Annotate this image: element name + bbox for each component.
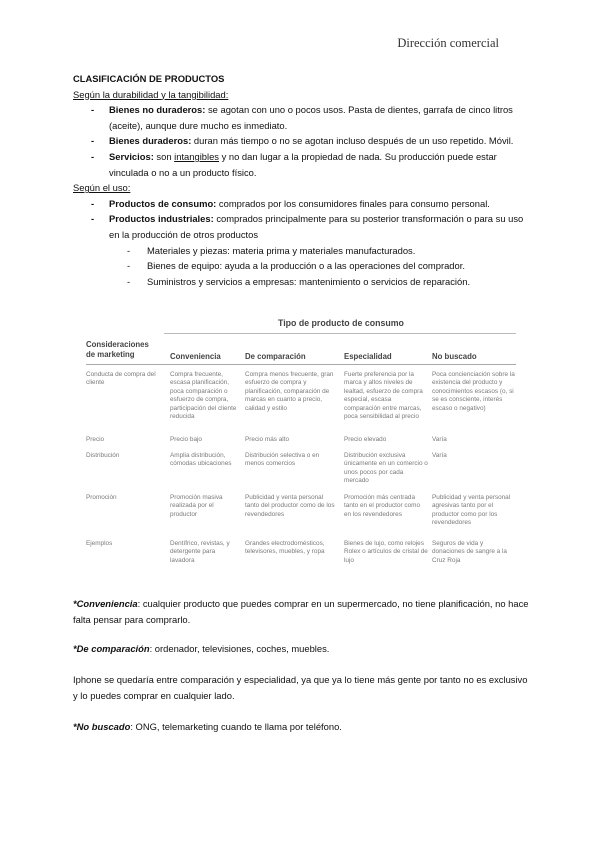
note-term: *De comparación [73, 643, 150, 654]
note-conveniencia [73, 596, 533, 627]
table-cell: Varía [432, 452, 447, 459]
industrial-sublist [109, 243, 533, 290]
list-item [73, 102, 533, 133]
column-header: Conveniencia [170, 352, 221, 361]
row-label: Distribución [86, 452, 120, 459]
definition: se agotan con uno o pocos usos. Pasta de dientes, garrafa de cinco litros (aceite), aunque dure mucho es inmediato. [109, 104, 513, 131]
term: Servicios: [109, 150, 154, 162]
table-cell: Fuerte preferencia por la marca y altos niveles de lealtad, esfuerzo de compra especial, escasa comparación entre marcas, poca sensibilidad al precio [344, 371, 423, 421]
intangibles-underline: intangibles [174, 150, 219, 162]
document-title: CLASIFICACIÓN DE PRODUCTOS [73, 73, 225, 84]
page-header-title: Dirección comercial [397, 36, 499, 50]
table-cell: Amplia distribución, cómodas ubicaciones [170, 452, 232, 468]
table-cell: Precio más alto [245, 436, 290, 443]
table-cell: Dentífrico, revistas, y detergente para lavadora [170, 540, 230, 564]
row-label: Conducta de compra del cliente [86, 371, 156, 387]
note-text: Iphone se quedaría entre comparación y especialidad, ya que ya lo tiene más gente por tanto no es exclusivo y lo puedes comprar en cualquier lado. [73, 674, 528, 701]
table-cell: Distribución exclusiva únicamente en un comercio o unos pocos por cada mercado [344, 452, 428, 485]
table-cell: Compra frecuente, escasa planificación, poca comparación o esfuerzo de compra, participación del cliente reducida [170, 371, 237, 421]
table-title: Tipo de producto de consumo [278, 318, 404, 328]
note-no-buscado [73, 719, 533, 735]
table-cell: Publicidad y venta personal agresivas tanto por el productor como por los revendedores [432, 494, 511, 527]
column-header: Especialidad [344, 352, 392, 361]
table-cell: Precio elevado [344, 436, 387, 443]
consumer-product-table [86, 318, 516, 570]
table-cell: Poca concienciación sobre la existencia del producto y conocimientos escasos (o, si se es consciente, interés escaso o negativo) [432, 371, 515, 412]
table-title-rule [164, 333, 516, 334]
sub-list-item: - Materiales y piezas: materia prima y materiales manufacturados. [109, 243, 533, 259]
note-term: *No buscado [73, 721, 131, 732]
table-cell: Distribución selectiva o en menos comercios [245, 452, 320, 468]
list-item [73, 133, 533, 149]
table-cell: Varía [432, 436, 447, 443]
table-cell: Bienes de lujo, como relojes Rolex o artículos de cristal de lujo [344, 540, 428, 564]
definition: comprados principalmente para su posterior transformación o para su uso en la producción de otros productos [109, 213, 524, 240]
table-cell: Publicidad y venta personal tanto del productor como de los revendedores [245, 494, 335, 518]
column-header: De comparación [245, 352, 306, 361]
sub-list-item: - Bienes de equipo: ayuda a la producción o a las operaciones del comprador. [109, 258, 533, 274]
table-cell: Precio bajo [170, 436, 202, 443]
note-text: : ordenador, televisiones, coches, muebles. [149, 643, 330, 654]
table-cell: Seguros de vida y donaciones de sangre a la Cruz Roja [432, 540, 507, 564]
sub-list-item: - Suministros y servicios a empresas: mantenimiento o servicios de reparación. [109, 274, 533, 290]
definition: comprados por los consumidores finales para consumo personal. [216, 197, 490, 209]
use-list [73, 196, 533, 290]
note-text: : cualquier producto que puedes comprar en un supermercado, no tiene planificación, no hace falta pensar para comprarlo. [73, 598, 529, 625]
corner-header: Consideraciones de marketing [86, 340, 149, 359]
list-item [73, 196, 533, 212]
list-item [73, 211, 533, 289]
durability-list [73, 102, 533, 180]
term: Bienes no duraderos: [109, 104, 206, 116]
table-cell: Promoción masiva realizada por el productor [170, 494, 223, 518]
list-item: - Servicios: son intangibles y no dan lugar a la propiedad de nada. Su producción puede estar vinculada o no a un producto físico. [73, 149, 533, 180]
note-comparacion [73, 641, 533, 657]
term: Productos de consumo: [109, 197, 217, 209]
term: Productos industriales: [109, 213, 214, 225]
definition: duran más tiempo o no se agotan incluso después de un uso repetido. Móvil. [191, 135, 514, 147]
document-body [73, 71, 533, 289]
note-term: *Conveniencia [73, 598, 138, 609]
section-heading-use: Según el uso: [73, 182, 131, 194]
row-label: Promoción [86, 494, 117, 501]
header-rule [86, 364, 516, 365]
note-iphone [73, 672, 533, 703]
table-cell: Promoción más centrada tanto en el productor como en los revendedores [344, 494, 421, 518]
table-cell: Compra menos frecuente, gran esfuerzo de compra y planificación, comparación de marcas en cuanto a precio, calidad y estilo [245, 371, 334, 412]
note-text: : ONG, telemarketing cuando te llama por teléfono. [130, 721, 342, 732]
section-heading-durability: Según la durabilidad y la tangibilidad: [73, 88, 229, 100]
column-header: No buscado [432, 352, 477, 361]
term: Bienes duraderos: [109, 135, 192, 147]
row-label: Ejemplos [86, 540, 113, 547]
row-label: Precio [86, 436, 105, 443]
table-cell: Grandes electrodomésticos, televisores, muebles, y ropa [245, 540, 325, 556]
definition: y no dan lugar a la propiedad de nada. Su producción puede estar vinculada o no a un producto físico. [109, 150, 497, 178]
